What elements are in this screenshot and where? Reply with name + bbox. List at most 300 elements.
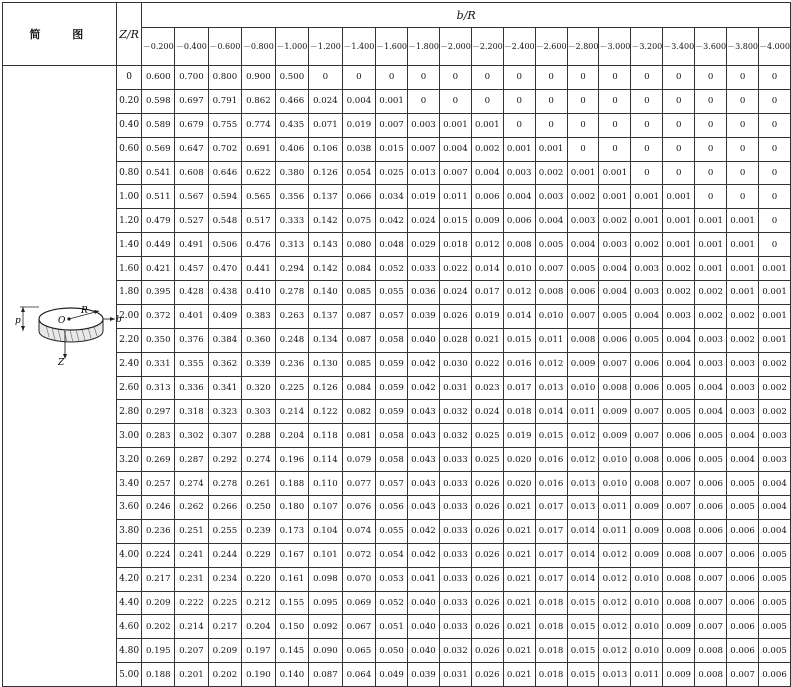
figure-label-z: Z xyxy=(58,358,65,368)
table-cell: 0.001 xyxy=(695,257,727,281)
table-cell: 0.003 xyxy=(759,424,791,448)
table-cell: 0.042 xyxy=(408,543,440,567)
table-cell: 0.026 xyxy=(471,496,503,520)
table-cell: 0.001 xyxy=(439,113,471,137)
table-cell: 0.001 xyxy=(759,281,791,305)
table-cell: 0.018 xyxy=(535,591,567,615)
table-cell: 0.372 xyxy=(142,304,175,328)
table-cell: 0.014 xyxy=(567,567,599,591)
table-cell: 0.004 xyxy=(727,424,759,448)
table-cell: 0.021 xyxy=(503,567,535,591)
table-cell: 0 xyxy=(471,89,503,113)
table-cell: 0.029 xyxy=(408,233,440,257)
table-cell: 0.004 xyxy=(535,209,567,233)
table-row xyxy=(3,209,791,233)
table-cell: 0.005 xyxy=(567,257,599,281)
column-header: －2.200 xyxy=(471,28,503,66)
table-row xyxy=(3,376,791,400)
table-cell: 0.598 xyxy=(142,89,175,113)
table-cell: 0.079 xyxy=(342,448,376,472)
table-cell: 0.004 xyxy=(663,352,695,376)
table-cell: 0.040 xyxy=(408,615,440,639)
table-cell: 0.001 xyxy=(599,161,631,185)
table-cell: 0.212 xyxy=(242,591,276,615)
table-cell: 0.057 xyxy=(376,472,408,496)
coefficient-table xyxy=(2,2,791,687)
table-cell: 0.005 xyxy=(759,591,791,615)
table-cell: 0.130 xyxy=(309,352,343,376)
table-cell: 0.006 xyxy=(663,424,695,448)
table-cell: 0.059 xyxy=(376,352,408,376)
table-cell: 0.421 xyxy=(142,257,175,281)
table-cell: 0.016 xyxy=(535,448,567,472)
table-cell: 0.033 xyxy=(439,543,471,567)
table-cell: 0.002 xyxy=(471,137,503,161)
table-cell: 0.229 xyxy=(242,543,276,567)
table-cell: 0.204 xyxy=(275,424,309,448)
table-cell: 0 xyxy=(408,89,440,113)
table-cell: 0.007 xyxy=(599,352,631,376)
table-cell: 0.401 xyxy=(175,304,209,328)
table-cell: 0.287 xyxy=(175,448,209,472)
table-cell: 0.008 xyxy=(503,233,535,257)
table-cell: 0.011 xyxy=(599,519,631,543)
table-cell: 0.007 xyxy=(535,257,567,281)
table-cell: 0.018 xyxy=(535,639,567,663)
table-cell: 0.008 xyxy=(663,567,695,591)
figure-label-r: R xyxy=(81,306,88,316)
table-cell: 0.007 xyxy=(631,424,663,448)
table-cell: 0.014 xyxy=(503,304,535,328)
table-cell: 0.025 xyxy=(471,424,503,448)
table-cell: 0.001 xyxy=(695,233,727,257)
table-cell: 0.015 xyxy=(567,663,599,687)
header-b-over-r: b/R xyxy=(142,3,791,28)
row-z-value: 0.40 xyxy=(116,113,142,137)
table-cell: 0.074 xyxy=(342,519,376,543)
table-cell: 0.234 xyxy=(208,567,242,591)
table-cell: 0 xyxy=(567,89,599,113)
table-cell: 0.012 xyxy=(599,567,631,591)
table-cell: 0.323 xyxy=(208,400,242,424)
table-cell: 0.114 xyxy=(309,448,343,472)
table-cell: 0.005 xyxy=(695,448,727,472)
table-cell: 0.236 xyxy=(142,519,175,543)
table-cell: 0 xyxy=(727,161,759,185)
table-cell: 0.009 xyxy=(599,400,631,424)
table-cell: 0.297 xyxy=(142,400,175,424)
table-cell: 0.005 xyxy=(631,328,663,352)
table-cell: 0.077 xyxy=(342,472,376,496)
table-cell: 0.004 xyxy=(439,137,471,161)
table-cell: 0.016 xyxy=(535,472,567,496)
row-z-value: 1.60 xyxy=(116,257,142,281)
table-cell: 0.355 xyxy=(175,352,209,376)
table-cell: 0 xyxy=(695,161,727,185)
table-cell: 0 xyxy=(567,137,599,161)
table-cell: 0.013 xyxy=(567,496,599,520)
table-cell: 0.479 xyxy=(142,209,175,233)
table-cell: 0.380 xyxy=(275,161,309,185)
table-cell: 0.053 xyxy=(376,567,408,591)
table-cell: 0.017 xyxy=(535,519,567,543)
table-cell: 0.122 xyxy=(309,400,343,424)
table-cell: 0.032 xyxy=(439,400,471,424)
table-cell: 0.008 xyxy=(695,663,727,687)
table-cell: 0.004 xyxy=(567,233,599,257)
table-cell: 0.005 xyxy=(759,639,791,663)
table-cell: 0.004 xyxy=(759,496,791,520)
table-cell: 0 xyxy=(309,66,343,90)
column-header: －0.400 xyxy=(175,28,209,66)
table-cell: 0.155 xyxy=(275,591,309,615)
table-cell: 0.043 xyxy=(408,448,440,472)
table-cell: 0 xyxy=(599,89,631,113)
table-cell: 0.066 xyxy=(342,185,376,209)
table-cell: 0.010 xyxy=(631,567,663,591)
column-header: －3.800 xyxy=(727,28,759,66)
table-cell: 0.087 xyxy=(342,304,376,328)
table-cell: 0.043 xyxy=(408,472,440,496)
table-cell: 0.263 xyxy=(275,304,309,328)
table-cell: 0.007 xyxy=(695,615,727,639)
table-cell: 0.600 xyxy=(142,66,175,90)
table-cell: 0.900 xyxy=(242,66,276,90)
table-cell: 0.018 xyxy=(439,233,471,257)
table-cell: 0.058 xyxy=(376,328,408,352)
table-cell: 0.010 xyxy=(535,304,567,328)
table-cell: 0.052 xyxy=(376,257,408,281)
table-cell: 0.257 xyxy=(142,472,175,496)
table-cell: 0.004 xyxy=(759,472,791,496)
table-cell: 0.039 xyxy=(408,663,440,687)
table-cell: 0.005 xyxy=(759,543,791,567)
table-cell: 0.026 xyxy=(471,472,503,496)
table-cell: 0.003 xyxy=(631,257,663,281)
table-cell: 0.025 xyxy=(471,448,503,472)
table-cell: 0.007 xyxy=(567,304,599,328)
table-cell: 0.608 xyxy=(175,161,209,185)
table-cell: 0.001 xyxy=(663,233,695,257)
table-cell: 0.548 xyxy=(208,209,242,233)
table-cell: 0.004 xyxy=(503,185,535,209)
table-cell: 0.033 xyxy=(439,591,471,615)
table-cell: 0.003 xyxy=(727,400,759,424)
table-row xyxy=(3,400,791,424)
table-cell: 0.004 xyxy=(599,257,631,281)
table-cell: 0.217 xyxy=(208,615,242,639)
row-z-value: 1.00 xyxy=(116,185,142,209)
table-cell: 0.024 xyxy=(439,281,471,305)
table-cell: 0.774 xyxy=(242,113,276,137)
table-cell: 0.009 xyxy=(631,519,663,543)
table-cell: 0 xyxy=(503,89,535,113)
row-z-value: 2.20 xyxy=(116,328,142,352)
table-cell: 0.026 xyxy=(471,519,503,543)
table-cell: 0.409 xyxy=(208,304,242,328)
table-cell: 0.376 xyxy=(175,328,209,352)
table-cell: 0.011 xyxy=(439,185,471,209)
table-cell: 0.341 xyxy=(208,376,242,400)
table-cell: 0.080 xyxy=(342,233,376,257)
table-cell: 0.140 xyxy=(309,281,343,305)
table-cell: 0.438 xyxy=(208,281,242,305)
table-cell: 0 xyxy=(727,137,759,161)
table-cell: 0 xyxy=(631,161,663,185)
row-z-value: 3.40 xyxy=(116,472,142,496)
table-cell: 0.142 xyxy=(309,257,343,281)
table-cell: 0.020 xyxy=(503,448,535,472)
table-cell: 0.008 xyxy=(663,591,695,615)
figure-label-p: p xyxy=(15,316,21,326)
table-cell: 0.003 xyxy=(759,448,791,472)
table-cell: 0.005 xyxy=(535,233,567,257)
table-cell: 0.224 xyxy=(142,543,175,567)
table-cell: 0.517 xyxy=(242,209,276,233)
table-cell: 0.001 xyxy=(503,137,535,161)
table-cell: 0.085 xyxy=(342,281,376,305)
table-row xyxy=(3,137,791,161)
row-z-value: 2.60 xyxy=(116,376,142,400)
table-cell: 0.222 xyxy=(175,591,209,615)
table-cell: 0.006 xyxy=(727,567,759,591)
row-z-value: 4.60 xyxy=(116,615,142,639)
table-cell: 0.007 xyxy=(695,543,727,567)
table-cell: 0.567 xyxy=(175,185,209,209)
table-cell: 0.360 xyxy=(242,328,276,352)
table-cell: 0.791 xyxy=(208,89,242,113)
table-cell: 0.126 xyxy=(309,161,343,185)
table-cell: 0.033 xyxy=(439,448,471,472)
table-cell: 0.054 xyxy=(376,543,408,567)
table-cell: 0 xyxy=(567,113,599,137)
table-cell: 0.292 xyxy=(208,448,242,472)
table-cell: 0.007 xyxy=(695,591,727,615)
table-cell: 0.016 xyxy=(503,352,535,376)
table-cell: 0.110 xyxy=(309,472,343,496)
table-cell: 0.008 xyxy=(663,519,695,543)
table-cell: 0.196 xyxy=(275,448,309,472)
table-cell: 0.800 xyxy=(208,66,242,90)
table-cell: 0.002 xyxy=(759,352,791,376)
table-cell: 0 xyxy=(631,89,663,113)
table-cell: 0.006 xyxy=(727,543,759,567)
table-cell: 0.466 xyxy=(275,89,309,113)
table-cell: 0.007 xyxy=(695,567,727,591)
row-z-value: 1.80 xyxy=(116,281,142,305)
table-body xyxy=(3,66,791,687)
header-sketch: 简 图 xyxy=(3,3,117,66)
table-cell: 0.082 xyxy=(342,400,376,424)
table-cell: 0.026 xyxy=(471,663,503,687)
table-cell: 0.009 xyxy=(631,496,663,520)
table-cell: 0.019 xyxy=(342,113,376,137)
table-cell: 0.011 xyxy=(535,328,567,352)
table-cell: 0.001 xyxy=(727,257,759,281)
table-cell: 0.055 xyxy=(376,281,408,305)
row-z-value: 0.80 xyxy=(116,161,142,185)
table-cell: 0.018 xyxy=(535,615,567,639)
table-cell: 0.383 xyxy=(242,304,276,328)
table-cell: 0.017 xyxy=(503,376,535,400)
table-cell: 0 xyxy=(695,113,727,137)
table-cell: 0.026 xyxy=(471,615,503,639)
table-cell: 0 xyxy=(631,66,663,90)
table-cell: 0.043 xyxy=(408,400,440,424)
table-cell: 0.001 xyxy=(759,257,791,281)
table-cell: 0.032 xyxy=(439,639,471,663)
table-cell: 0.303 xyxy=(242,400,276,424)
column-header: －0.800 xyxy=(242,28,276,66)
table-cell: 0.204 xyxy=(242,615,276,639)
table-cell: 0.004 xyxy=(663,328,695,352)
table-cell: 0.003 xyxy=(408,113,440,137)
row-z-value: 2.80 xyxy=(116,400,142,424)
table-cell: 0 xyxy=(439,66,471,90)
table-cell: 0.006 xyxy=(759,663,791,687)
table-cell: 0.137 xyxy=(309,185,343,209)
table-cell: 0.026 xyxy=(471,591,503,615)
coefficient-table-container xyxy=(2,2,791,687)
table-cell: 0.005 xyxy=(663,376,695,400)
table-cell: 0.362 xyxy=(208,352,242,376)
table-cell: 0.017 xyxy=(535,567,567,591)
table-cell: 0.057 xyxy=(376,304,408,328)
row-z-value: 3.60 xyxy=(116,496,142,520)
table-cell: 0.013 xyxy=(599,663,631,687)
table-cell: 0 xyxy=(663,113,695,137)
table-cell: 0.294 xyxy=(275,257,309,281)
table-cell: 0.085 xyxy=(342,352,376,376)
table-cell: 0.007 xyxy=(663,472,695,496)
table-cell: 0.006 xyxy=(695,496,727,520)
table-cell: 0.084 xyxy=(342,376,376,400)
header-z-over-r: Z/R xyxy=(116,3,142,66)
table-cell: 0.001 xyxy=(759,304,791,328)
table-cell: 0.015 xyxy=(567,591,599,615)
table-cell: 0.033 xyxy=(439,496,471,520)
table-cell: 0.032 xyxy=(439,424,471,448)
table-cell: 0.173 xyxy=(275,519,309,543)
table-cell: 0 xyxy=(759,89,791,113)
table-cell: 0.266 xyxy=(208,496,242,520)
table-cell: 0.006 xyxy=(695,472,727,496)
table-cell: 0.126 xyxy=(309,376,343,400)
table-cell: 0.010 xyxy=(631,615,663,639)
table-cell: 0.012 xyxy=(567,424,599,448)
table-cell: 0.042 xyxy=(408,376,440,400)
column-header: －3.600 xyxy=(695,28,727,66)
table-cell: 0.565 xyxy=(242,185,276,209)
table-cell: 0.033 xyxy=(439,519,471,543)
table-cell: 0.067 xyxy=(342,615,376,639)
table-cell: 0.005 xyxy=(599,304,631,328)
table-cell: 0.145 xyxy=(275,639,309,663)
table-cell: 0.021 xyxy=(503,496,535,520)
table-cell: 0.012 xyxy=(599,591,631,615)
table-cell: 0.005 xyxy=(727,496,759,520)
table-row xyxy=(3,161,791,185)
column-header: －2.400 xyxy=(503,28,535,66)
column-header: －3.000 xyxy=(599,28,631,66)
table-cell: 0.410 xyxy=(242,281,276,305)
table-cell: 0.006 xyxy=(631,352,663,376)
table-row xyxy=(3,448,791,472)
table-cell: 0.087 xyxy=(309,663,343,687)
table-cell: 0.017 xyxy=(535,543,567,567)
table-cell: 0.002 xyxy=(759,376,791,400)
table-cell: 0.015 xyxy=(376,137,408,161)
table-cell: 0.042 xyxy=(376,209,408,233)
table-row xyxy=(3,113,791,137)
table-cell: 0 xyxy=(631,137,663,161)
table-cell: 0.002 xyxy=(663,281,695,305)
table-cell: 0.008 xyxy=(567,328,599,352)
table-cell: 0.017 xyxy=(471,281,503,305)
table-cell: 0.017 xyxy=(535,496,567,520)
table-cell: 0.019 xyxy=(408,185,440,209)
column-header: －1.600 xyxy=(376,28,408,66)
table-cell: 0.006 xyxy=(599,328,631,352)
table-cell: 0.018 xyxy=(503,400,535,424)
table-cell: 0.008 xyxy=(631,448,663,472)
table-cell: 0.006 xyxy=(727,639,759,663)
table-cell: 0.356 xyxy=(275,185,309,209)
table-cell: 0.283 xyxy=(142,424,175,448)
table-cell: 0.001 xyxy=(599,185,631,209)
table-cell: 0 xyxy=(599,66,631,90)
table-cell: 0.336 xyxy=(175,376,209,400)
row-z-value: 1.40 xyxy=(116,233,142,257)
column-header: －2.800 xyxy=(567,28,599,66)
table-cell: 0.476 xyxy=(242,233,276,257)
table-cell: 0.101 xyxy=(309,543,343,567)
table-cell: 0.043 xyxy=(408,424,440,448)
table-cell: 0.002 xyxy=(663,257,695,281)
table-cell: 0.006 xyxy=(567,281,599,305)
table-cell: 0.506 xyxy=(208,233,242,257)
table-cell: 0.269 xyxy=(142,448,175,472)
table-cell: 0.011 xyxy=(631,663,663,687)
table-cell: 0.236 xyxy=(275,352,309,376)
table-cell: 0.278 xyxy=(275,281,309,305)
table-cell: 0 xyxy=(599,137,631,161)
table-cell: 0.006 xyxy=(727,519,759,543)
table-cell: 0.002 xyxy=(695,281,727,305)
table-cell: 0.033 xyxy=(439,472,471,496)
sketch-cell xyxy=(3,66,122,687)
column-header: －1.800 xyxy=(408,28,440,66)
table-cell: 0.313 xyxy=(142,376,175,400)
disk-load-diagram xyxy=(15,299,121,369)
table-cell: 0.009 xyxy=(599,424,631,448)
table-cell: 0.015 xyxy=(503,328,535,352)
table-cell: 0.059 xyxy=(376,376,408,400)
table-cell: 0.069 xyxy=(342,591,376,615)
table-cell: 0.005 xyxy=(727,472,759,496)
table-cell: 0.030 xyxy=(439,352,471,376)
column-header: －4.000 xyxy=(759,28,791,66)
table-cell: 0.014 xyxy=(567,543,599,567)
table-cell: 0.001 xyxy=(727,281,759,305)
table-cell: 0.005 xyxy=(695,424,727,448)
table-cell: 0.406 xyxy=(275,137,309,161)
table-cell: 0 xyxy=(408,66,440,90)
table-cell: 0.004 xyxy=(471,161,503,185)
table-cell: 0 xyxy=(759,209,791,233)
column-header: －1.200 xyxy=(309,28,343,66)
table-cell: 0.007 xyxy=(631,400,663,424)
